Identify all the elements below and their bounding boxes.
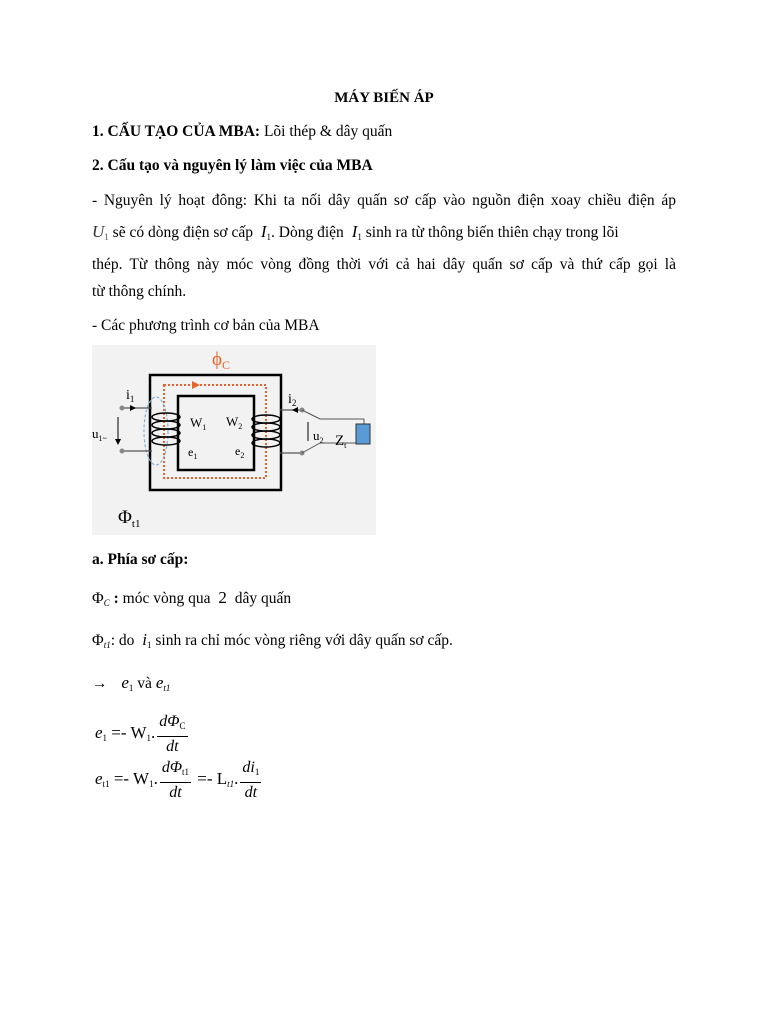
p1-segment-1: sẽ có dòng điện sơ cấp <box>112 224 253 241</box>
e2-label: $e_2$ <box>235 444 245 460</box>
formula-1-eq: =- $W_1$. <box>111 722 156 743</box>
phi-t1-line <box>92 630 676 655</box>
formula-2-fraction-2: $\frac{di_1}{dt}$ <box>242 759 260 801</box>
formula-et1 <box>95 758 263 802</box>
i2-label: $i_2$ <box>288 392 297 408</box>
p1-segment-3: sinh ra từ thông biến thiên chạy trong lõi <box>365 224 619 241</box>
section-1-text: Lõi thép & dây quấn <box>263 123 393 140</box>
phi-c-number: 2 <box>218 588 227 607</box>
e1-label: $e_1$ <box>188 445 198 461</box>
phi-c-line <box>92 588 676 613</box>
paragraph-2: - Các phương trình cơ bản của MBA <box>92 317 320 334</box>
paragraph-1-line-2 <box>92 222 676 247</box>
phi-c-symbol: $\Phi_C$ <box>92 590 110 608</box>
u2-label: $u_2$ <box>313 428 324 445</box>
arrow-line <box>92 673 676 698</box>
formula-2-eq-2: =- $L_{t1}$. <box>197 768 239 789</box>
phi-c-colon: : <box>113 590 119 607</box>
paragraph-1-line-3: thép. Từ thông này móc vòng đồng thời với cả hai dây quấn sơ cấp và thứ cấp gọi là <box>92 256 676 273</box>
flux-leak-label: $\Phi_{t1}$ <box>118 507 141 530</box>
arrow-and: và <box>137 675 152 692</box>
e1-symbol: $e_1$ <box>121 673 134 693</box>
formula-2-eq: =- $W_1$. <box>113 768 158 789</box>
phi-c-text-2: dây quấn <box>234 590 292 607</box>
w2-label: $W_2$ <box>226 414 243 431</box>
phi-t1-symbol: $\Phi_{t1}$ <box>92 632 111 650</box>
i1-symbol: $I_1$ <box>260 222 272 242</box>
formula-2-fraction-1: $\frac{d\Phi_{t1}}{dt}$ <box>161 759 190 801</box>
formula-1-lhs: $e_1$ <box>95 722 108 743</box>
w1-label: $W_1$ <box>190 415 207 432</box>
formula-1-fraction: $\frac{d\Phi_C}{dt}$ <box>159 713 186 755</box>
primary-terminal-top <box>120 406 125 411</box>
phi-t1-text-1: : do <box>110 632 135 649</box>
i1-symbol-2: $I_1$ <box>351 222 362 242</box>
transformer-diagram <box>92 345 376 535</box>
u1-label: $u_{1\sim}$ <box>92 426 107 443</box>
flux-main-label: $\phi_C$ <box>212 349 231 372</box>
formula-2-lhs: $e_{t1}$ <box>95 768 110 789</box>
paragraph-1-line-1: - Nguyên lý hoạt đông: Khi ta nối dây quấn sơ cấp vào nguồn điện xoay chiều điện áp <box>92 192 676 209</box>
z-label: $Z_t$ <box>335 433 347 450</box>
formula-e1 <box>95 712 190 756</box>
subsection-a-heading: a. Phía sơ cấp: <box>92 551 189 568</box>
i1-symbol-3: $i_1$ <box>142 630 152 650</box>
phi-t1-text-2: sinh ra chỉ móc vòng riêng với dây quấn sơ cấp. <box>155 632 453 649</box>
p1-segment-2: . Dòng điện <box>271 224 344 241</box>
phi-c-text-1: móc vòng qua <box>122 590 211 607</box>
section-2-heading: 2. Cấu tạo và nguyên lý làm việc của MBA <box>92 157 373 174</box>
i1-label: $i_1$ <box>126 388 135 404</box>
primary-terminal-bottom <box>120 449 125 454</box>
paragraph-1-line-4: từ thông chính. <box>92 283 187 300</box>
arrow-symbol: → <box>92 675 108 692</box>
et1-symbol: $e_{t1}$ <box>155 673 171 693</box>
page-title: MÁY BIẾN ÁP <box>334 90 434 106</box>
load-impedance <box>356 424 370 444</box>
u1-symbol: $U_1$ <box>92 222 109 242</box>
section-1 <box>92 122 676 142</box>
section-1-heading: 1. CẤU TẠO CỦA MBA: <box>92 123 261 140</box>
